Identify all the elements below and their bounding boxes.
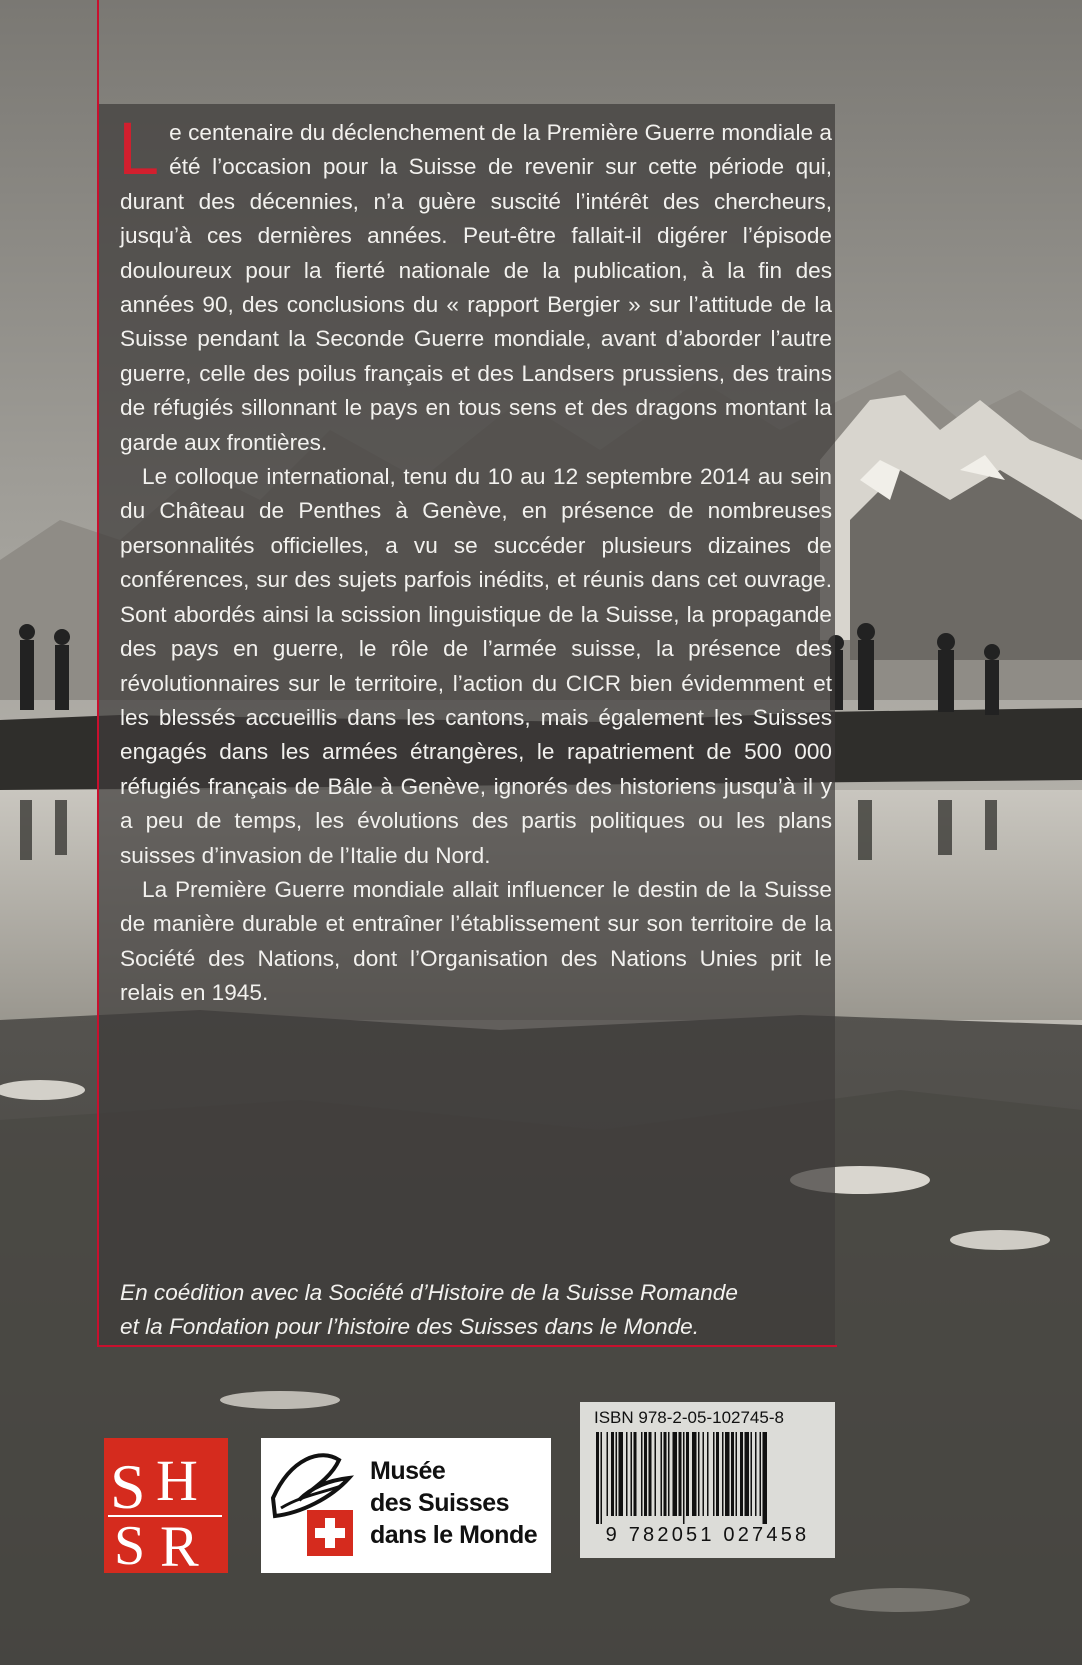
blurb-text [118,107,832,1011]
shsr-logo [104,1438,228,1573]
musee-line-3: dans le Monde [370,1521,538,1549]
coedition-line-2: et la Fondation pour l’histoire des Suisses dans le Monde. [120,1314,699,1340]
barcode-bars-icon [594,1432,828,1524]
coedition-note [120,1276,832,1345]
musee-line-2: des Suisses [370,1489,510,1517]
musee-emblem-icon [261,1438,371,1573]
blurb-paragraph-1 [118,107,832,460]
blurb-paragraph-3: La Première Guerre mondiale allait influencer le destin de la Suisse de manière durable et entraîner l’établissement sur son territoire de la Société des Nations, dont l’Organisation des Nations Unies prit le relais en 1945. [120,876,832,1006]
blurb-paragraph-2: Le colloque international, tenu du 10 au 12 septembre 2014 au sein du Château de Penthes à Genève, en présence de nombreuses personnalités officielles, a vu se succéder plusieurs dizaines de conférences, sur des sujets parfois inédits, et réunis dans cet ouvrage. Sont abordés ainsi la scission linguistique de la Suisse, la propagande des pays en guerre, le rôle de l’armée suisse, la présence des révolutionnaires sur le territoire, l’action du CICR bien évidemment et les blessés accueillis dans les cantons, mais également les Suisses engagés dans les armées étrangères, le rapatriement de 500 000 réfugiés français de Bâle à Genève, ignorés des historiens jusqu’à il y a peu de temps, les évolutions des partis politiques ou les plans suisses d’invasion de l’Italie du Nord. [120,464,832,868]
svg-text:R: R [160,1514,199,1573]
svg-text:S: S [110,1451,146,1522]
musee-logo-text [370,1455,550,1551]
svg-text:H: H [156,1448,198,1513]
svg-text:S: S [114,1515,146,1573]
coedition-line-1: En coédition avec la Société d’Histoire de la Suisse Romande [120,1280,738,1305]
blurb-paragraph-1-text: e centenaire du déclenchement de la Première Guerre mondiale a été l’occasion pour la Suisse de revenir sur cette période qui, durant des décennies, n’a guère suscité l’intérêt des chercheurs, jusqu’à ces dernières années. Peut-être fallait-il digérer l’épisode douloureux pour la fierté nationale de la publication, à la fin des années 90, des conclusions du « rapport Bergier » sur l’attitude de la Suisse pendant la Seconde Guerre mondiale, avant d’aborder l’autre guerre, celle des poilus français et des Landsers prussiens, des trains de réfugiés sillonnant le pays en tous sens et des dragons montant la garde aux frontières. [120,120,832,455]
isbn-label: ISBN 978-2-05-102745-8 [594,1408,784,1427]
red-accent-line-horizontal [97,1345,837,1347]
barcode [594,1432,828,1532]
barcode-digits: 9 782051 027458 [605,1524,810,1546]
drop-cap: L [118,107,160,190]
musee-line-1: Musée [370,1457,446,1485]
